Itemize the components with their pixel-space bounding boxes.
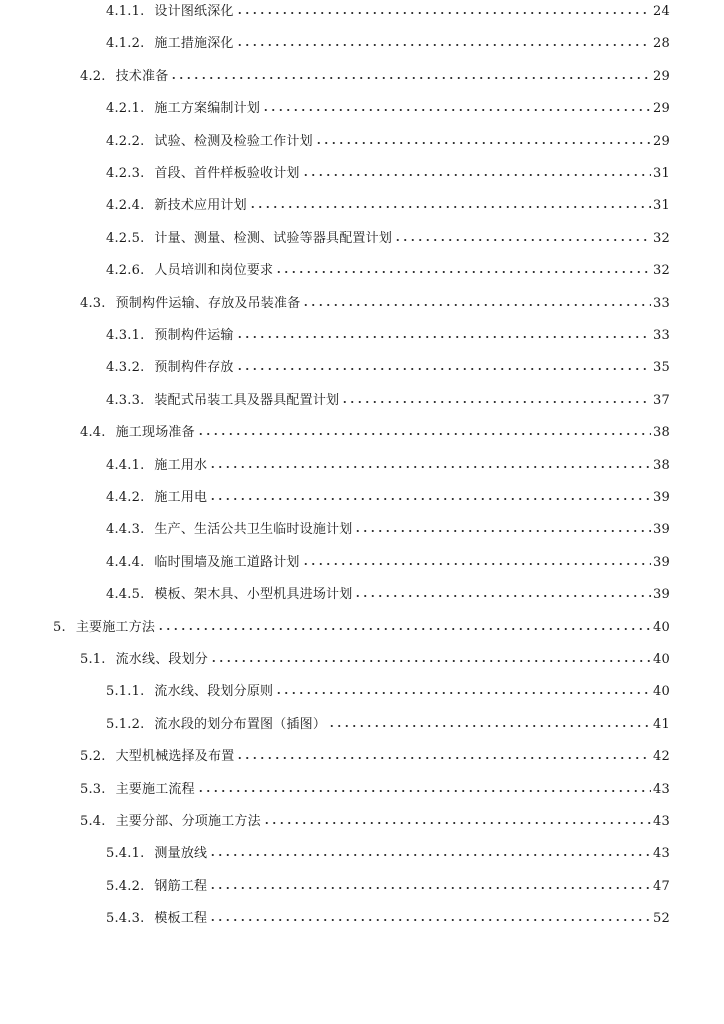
toc-entry-number: 4.4.1.	[106, 457, 145, 473]
toc-entry-title: 大型机械选择及布置	[115, 749, 235, 765]
toc-entry-number: 4.2.1.	[106, 101, 145, 117]
toc-entry-page-number: 40	[653, 684, 670, 700]
toc-entry[interactable]	[106, 452, 670, 474]
toc-entry-number: 4.4.3.	[106, 522, 145, 538]
toc-entry-number: 4.2.	[80, 68, 106, 84]
toc-dot-leader	[394, 237, 651, 243]
toc-entry[interactable]	[106, 484, 670, 506]
toc-dot-leader	[354, 528, 651, 534]
toc-entry-number: 4.4.2.	[106, 490, 145, 505]
toc-entry-number: 4.4.	[80, 425, 106, 441]
toc-entry-title: 流水线、段划分原则	[154, 684, 274, 700]
toc-entry-page-number: 40	[653, 652, 670, 667]
toc-entry-page-number: 39	[653, 490, 670, 505]
toc-entry-number: 4.2.6.	[106, 263, 145, 279]
toc-dot-leader	[210, 658, 651, 664]
toc-entry-number: 5.3.	[80, 781, 106, 797]
toc-entry-page-number: 38	[653, 457, 670, 473]
toc-dot-leader	[209, 496, 651, 502]
toc-dot-leader	[236, 42, 651, 48]
toc-entry-page-number: 28	[653, 36, 670, 52]
toc-entry-number: 4.3.1.	[106, 328, 145, 343]
toc-entry-page-number: 39	[653, 554, 670, 570]
toc-entry-title: 人员培训和岗位要求	[154, 263, 274, 279]
toc-dot-leader	[302, 302, 651, 308]
toc-entry-page-number: 35	[653, 360, 670, 376]
toc-entry-page-number: 42	[653, 749, 670, 765]
toc-entry-number: 4.2.5.	[106, 230, 145, 246]
toc-entry-title: 测量放线	[154, 846, 208, 862]
toc-entry-page-number: 32	[653, 230, 670, 246]
toc-entry-title: 流水线、段划分	[115, 652, 209, 667]
toc-entry-number: 4.1.2.	[106, 36, 145, 52]
toc-dot-leader	[275, 269, 651, 275]
toc-entry[interactable]	[106, 95, 670, 117]
toc-dot-leader	[236, 334, 651, 340]
toc-dot-leader	[302, 561, 651, 567]
toc-entry-title: 钢筋工程	[154, 878, 208, 894]
toc-entry[interactable]	[106, 192, 670, 214]
toc-entry-number: 4.2.3.	[106, 166, 145, 181]
toc-entry-page-number: 24	[653, 4, 670, 19]
toc-entry-page-number: 40	[653, 619, 670, 635]
toc-entry-title: 临时围墙及施工道路计划	[154, 554, 300, 570]
toc-entry-page-number: 29	[653, 101, 670, 117]
toc-entry[interactable]	[106, 30, 670, 52]
toc-dot-leader	[170, 75, 651, 81]
toc-entry-title: 新技术应用计划	[154, 198, 247, 214]
toc-entry[interactable]	[53, 614, 670, 636]
toc-entry-title: 模板工程	[154, 911, 208, 927]
toc-entry-title: 预制构件运输	[154, 328, 234, 343]
toc-entry[interactable]	[106, 711, 670, 733]
toc-entry[interactable]	[80, 646, 670, 668]
toc-dot-leader	[249, 204, 651, 210]
toc-entry-page-number: 38	[653, 425, 670, 441]
toc-entry-page-number: 43	[653, 781, 670, 797]
toc-entry-title: 施工用电	[154, 490, 208, 505]
toc-dot-leader	[236, 10, 651, 16]
toc-entry-title: 装配式吊装工具及器具配置计划	[154, 392, 340, 408]
toc-dot-leader	[236, 366, 651, 372]
toc-entry-page-number: 43	[653, 814, 670, 829]
toc-entry-title: 施工用水	[154, 457, 208, 473]
toc-dot-leader	[315, 140, 651, 146]
toc-dot-leader	[209, 852, 651, 858]
toc-entry-title: 首段、首件样板验收计划	[154, 166, 300, 181]
toc-entry[interactable]	[80, 63, 670, 85]
toc-entry[interactable]	[106, 257, 670, 279]
toc-entry-page-number: 31	[653, 166, 670, 181]
toc-entry-page-number: 29	[653, 133, 670, 149]
toc-entry[interactable]	[106, 225, 670, 247]
toc-entry-title: 生产、生活公共卫生临时设施计划	[154, 522, 353, 538]
toc-entry-number: 5.	[53, 619, 66, 635]
toc-entry-page-number: 32	[653, 263, 670, 279]
toc-entry-number: 5.1.2.	[106, 716, 145, 732]
toc-entry[interactable]	[106, 354, 670, 376]
toc-dot-leader	[197, 431, 651, 437]
toc-entry[interactable]	[106, 581, 670, 603]
toc-dot-leader	[354, 593, 651, 599]
toc-entry-number: 5.4.1.	[106, 846, 145, 862]
toc-entry-number: 4.3.3.	[106, 392, 145, 408]
toc-entry-title: 主要施工方法	[75, 619, 156, 635]
toc-dot-leader	[262, 107, 651, 113]
toc-entry[interactable]	[80, 808, 670, 830]
toc-dot-leader	[302, 172, 651, 178]
toc-dot-leader	[197, 788, 651, 794]
toc-entry-title: 模板、架木具、小型机具进场计划	[154, 587, 353, 603]
toc-entry-number: 4.1.1.	[106, 4, 145, 19]
toc-entry-title: 流水段的划分布置图（插图）	[154, 716, 327, 732]
toc-entry-page-number: 39	[653, 587, 670, 603]
toc-entry-number: 5.1.	[80, 652, 106, 667]
toc-entry-page-number: 33	[653, 328, 670, 343]
toc-entry-number: 4.4.5.	[106, 587, 145, 603]
toc-entry[interactable]	[106, 387, 670, 409]
toc-dot-leader	[275, 690, 651, 696]
toc-entry[interactable]	[106, 128, 670, 150]
toc-entry-number: 5.2.	[80, 749, 106, 765]
toc-entry-page-number: 43	[653, 846, 670, 862]
toc-entry-page-number: 52	[653, 911, 670, 927]
toc-entry[interactable]	[106, 873, 670, 895]
toc-entry-title: 施工措施深化	[154, 36, 234, 52]
toc-entry-number: 4.2.2.	[106, 133, 145, 149]
toc-entry[interactable]	[106, 549, 670, 571]
toc-entry-page-number: 33	[653, 295, 670, 311]
toc-entry[interactable]	[106, 678, 670, 700]
toc-entry-page-number: 29	[653, 68, 670, 84]
toc-entry-title: 施工方案编制计划	[154, 101, 261, 117]
toc-entry-title: 主要分部、分项施工方法	[115, 814, 261, 829]
toc-dot-leader	[263, 820, 651, 826]
toc-entry-title: 预制构件运输、存放及吊装准备	[115, 295, 301, 311]
toc-entry[interactable]	[80, 419, 670, 441]
toc-entry-title: 预制构件存放	[154, 360, 234, 376]
toc-entry-number: 4.3.	[80, 295, 106, 311]
toc-dot-leader	[236, 755, 651, 761]
toc-dot-leader	[341, 399, 651, 405]
toc-entry-title: 计量、测量、检测、试验等器具配置计划	[154, 230, 393, 246]
toc-entry-number: 5.4.3.	[106, 911, 145, 927]
toc-dot-leader	[209, 464, 651, 470]
toc-dot-leader	[209, 885, 651, 891]
toc-entry-page-number: 47	[653, 878, 670, 894]
toc-entry-page-number: 31	[653, 198, 670, 214]
toc-entry[interactable]	[80, 776, 670, 798]
toc-entry[interactable]	[106, 905, 670, 927]
toc-entry[interactable]	[106, 516, 670, 538]
toc-entry-number: 5.4.	[80, 814, 106, 829]
toc-entry-title: 施工现场准备	[115, 425, 195, 441]
toc-entry[interactable]	[106, 840, 670, 862]
toc-entry-number: 4.3.2.	[106, 360, 145, 376]
toc-entry[interactable]	[106, 0, 670, 20]
toc-entry-page-number: 41	[653, 716, 670, 732]
toc-entry-number: 4.2.4.	[106, 198, 145, 214]
toc-entry[interactable]	[80, 290, 670, 312]
toc-entry-number: 5.4.2.	[106, 878, 145, 894]
toc-entry[interactable]	[106, 322, 670, 344]
toc-entry-number: 5.1.1.	[106, 684, 145, 700]
toc-dot-leader	[209, 917, 651, 923]
toc-entry-title: 试验、检测及检验工作计划	[154, 133, 313, 149]
toc-entry-title: 主要施工流程	[115, 781, 195, 797]
toc-entry-page-number: 37	[653, 392, 670, 408]
toc-entry[interactable]	[106, 160, 670, 182]
toc-entry-number: 4.4.4.	[106, 554, 145, 570]
toc-entry-title: 设计图纸深化	[154, 4, 234, 19]
toc-entry-page-number: 39	[653, 522, 670, 538]
toc-dot-leader	[328, 723, 651, 729]
toc-dot-leader	[157, 626, 651, 632]
toc-entry-title: 技术准备	[115, 68, 169, 84]
toc-entry[interactable]	[80, 743, 670, 765]
